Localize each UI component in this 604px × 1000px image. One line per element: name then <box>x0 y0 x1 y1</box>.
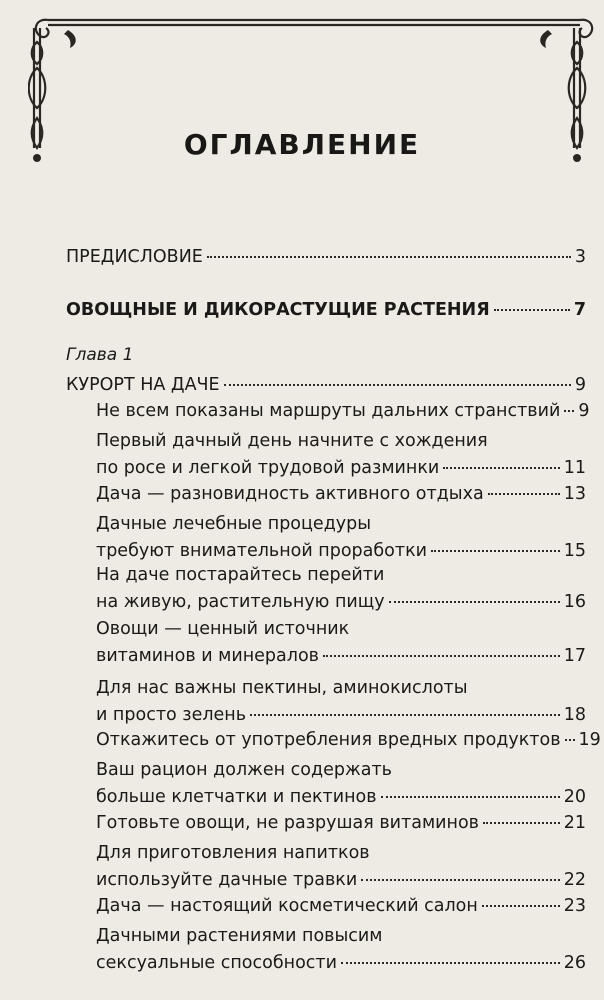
dot-leader <box>381 795 560 798</box>
page-number: 18 <box>563 705 586 725</box>
toc-entry-title: требуют внимательной проработки <box>96 541 428 561</box>
dot-leader <box>482 904 560 907</box>
toc-entry-title: по росе и легкой трудовой разминки <box>96 458 440 478</box>
toc-entry-title: больше клетчатки и пектинов <box>96 787 377 807</box>
toc-entry-row <box>96 455 586 482</box>
dot-leader <box>565 738 575 741</box>
toc-entry-title: ПРЕДИСЛОВИЕ <box>66 247 203 267</box>
dot-leader <box>250 713 560 716</box>
toc-entry[interactable] <box>96 810 586 837</box>
toc-entry-row <box>96 643 586 670</box>
toc-entry[interactable] <box>96 616 586 670</box>
toc-entry-row <box>66 372 586 399</box>
dot-leader <box>207 255 571 258</box>
toc-entry-title: Не всем показаны маршруты дальних странствий <box>96 401 561 421</box>
toc-entry[interactable] <box>96 757 586 811</box>
dot-leader <box>443 466 559 469</box>
toc-entry-title: и просто зелень <box>96 705 247 725</box>
page-number: 26 <box>563 953 586 973</box>
toc-entry-title-line: Для нас важны пектины, аминокислоты <box>96 678 468 698</box>
page-number: 15 <box>563 541 586 561</box>
toc-entry-title-line: На даче постарайтесь перейти <box>96 565 385 585</box>
toc-entry-row <box>96 589 586 616</box>
toc-entry-title: используйте дачные травки <box>96 870 358 890</box>
toc-entry[interactable] <box>96 675 586 729</box>
toc-entry-row <box>96 810 586 837</box>
toc-entry-title: ОВОЩНЫЕ И ДИКОРАСТУЩИЕ РАСТЕНИЯ <box>66 300 490 320</box>
toc-entry-title-line: Ваш рацион должен содержать <box>96 760 392 780</box>
page-number: 7 <box>573 300 586 320</box>
toc-entry[interactable] <box>96 398 590 425</box>
page-number: 9 <box>574 375 586 395</box>
toc-entry-title: Дача — разновидность активного отдыха <box>96 484 484 504</box>
toc-entry-title-line: Первый дачный день начните с хождения <box>96 431 488 451</box>
dot-leader <box>494 308 570 311</box>
page-number: 3 <box>574 247 586 267</box>
toc-entry-row <box>96 784 586 811</box>
chapter-label: Глава 1 <box>66 345 134 365</box>
toc-entry-row <box>96 702 586 729</box>
toc-entry[interactable] <box>66 244 586 271</box>
toc-entry-row <box>96 727 601 754</box>
dot-leader <box>431 549 560 552</box>
page-number: 13 <box>563 484 586 504</box>
toc-entry[interactable] <box>66 297 586 324</box>
toc-entry[interactable] <box>96 562 586 616</box>
toc-entry-row <box>96 867 586 894</box>
toc-entry-row <box>96 950 586 977</box>
toc-entry[interactable] <box>96 481 586 508</box>
toc-entry-title-line: Для приготовления напитков <box>96 843 370 863</box>
toc-entry-title: Дача — настоящий косметический салон <box>96 896 478 916</box>
toc-entry-title: Откажитесь от употребления вредных продуктов <box>96 730 561 750</box>
dot-leader <box>361 878 559 881</box>
dot-leader <box>564 409 574 412</box>
page-number: 19 <box>578 730 601 750</box>
page-number: 20 <box>563 787 586 807</box>
toc-entry-title: КУРОРТ НА ДАЧЕ <box>66 375 220 395</box>
toc-entry[interactable] <box>96 428 586 482</box>
toc-entry-title-line: Дачные лечебные процедуры <box>96 514 372 534</box>
dot-leader <box>488 492 560 495</box>
toc-entry-title: витаминов и минералов <box>96 646 319 666</box>
toc-entry[interactable] <box>66 372 586 399</box>
page-number: 21 <box>563 813 586 833</box>
page-number: 23 <box>563 896 586 916</box>
toc-entry-row <box>96 398 590 425</box>
page-number: 9 <box>578 401 590 421</box>
toc-entry[interactable] <box>96 511 586 565</box>
toc-title: ОГЛАВЛЕНИЕ <box>183 128 421 161</box>
toc-entry[interactable] <box>96 727 601 754</box>
toc-entry-title-line: Овощи — ценный источник <box>96 619 350 639</box>
dot-leader <box>389 600 560 603</box>
page-number: 17 <box>563 646 586 666</box>
toc-entry[interactable] <box>96 840 586 894</box>
toc-entry-title-line: Дачными растениями повысим <box>96 926 383 946</box>
toc-entry-row <box>66 297 586 324</box>
toc-entry-title: на живую, растительную пищу <box>96 592 385 612</box>
toc-entry[interactable] <box>96 893 586 920</box>
page-number: 16 <box>563 592 586 612</box>
dot-leader <box>483 821 560 824</box>
toc-entry[interactable] <box>96 923 586 977</box>
dot-leader <box>323 654 560 657</box>
page-number: 11 <box>563 458 586 478</box>
dot-leader <box>341 961 560 964</box>
toc-entry-row <box>96 893 586 920</box>
toc-entry-title: сексуальные способности <box>96 953 337 973</box>
toc-entry-row <box>96 481 586 508</box>
page-number: 22 <box>563 870 586 890</box>
toc-entry-row <box>96 538 586 565</box>
toc-entry-title: Готовьте овощи, не разрушая витаминов <box>96 813 479 833</box>
toc-entry-row <box>66 244 586 271</box>
dot-leader <box>224 383 571 386</box>
